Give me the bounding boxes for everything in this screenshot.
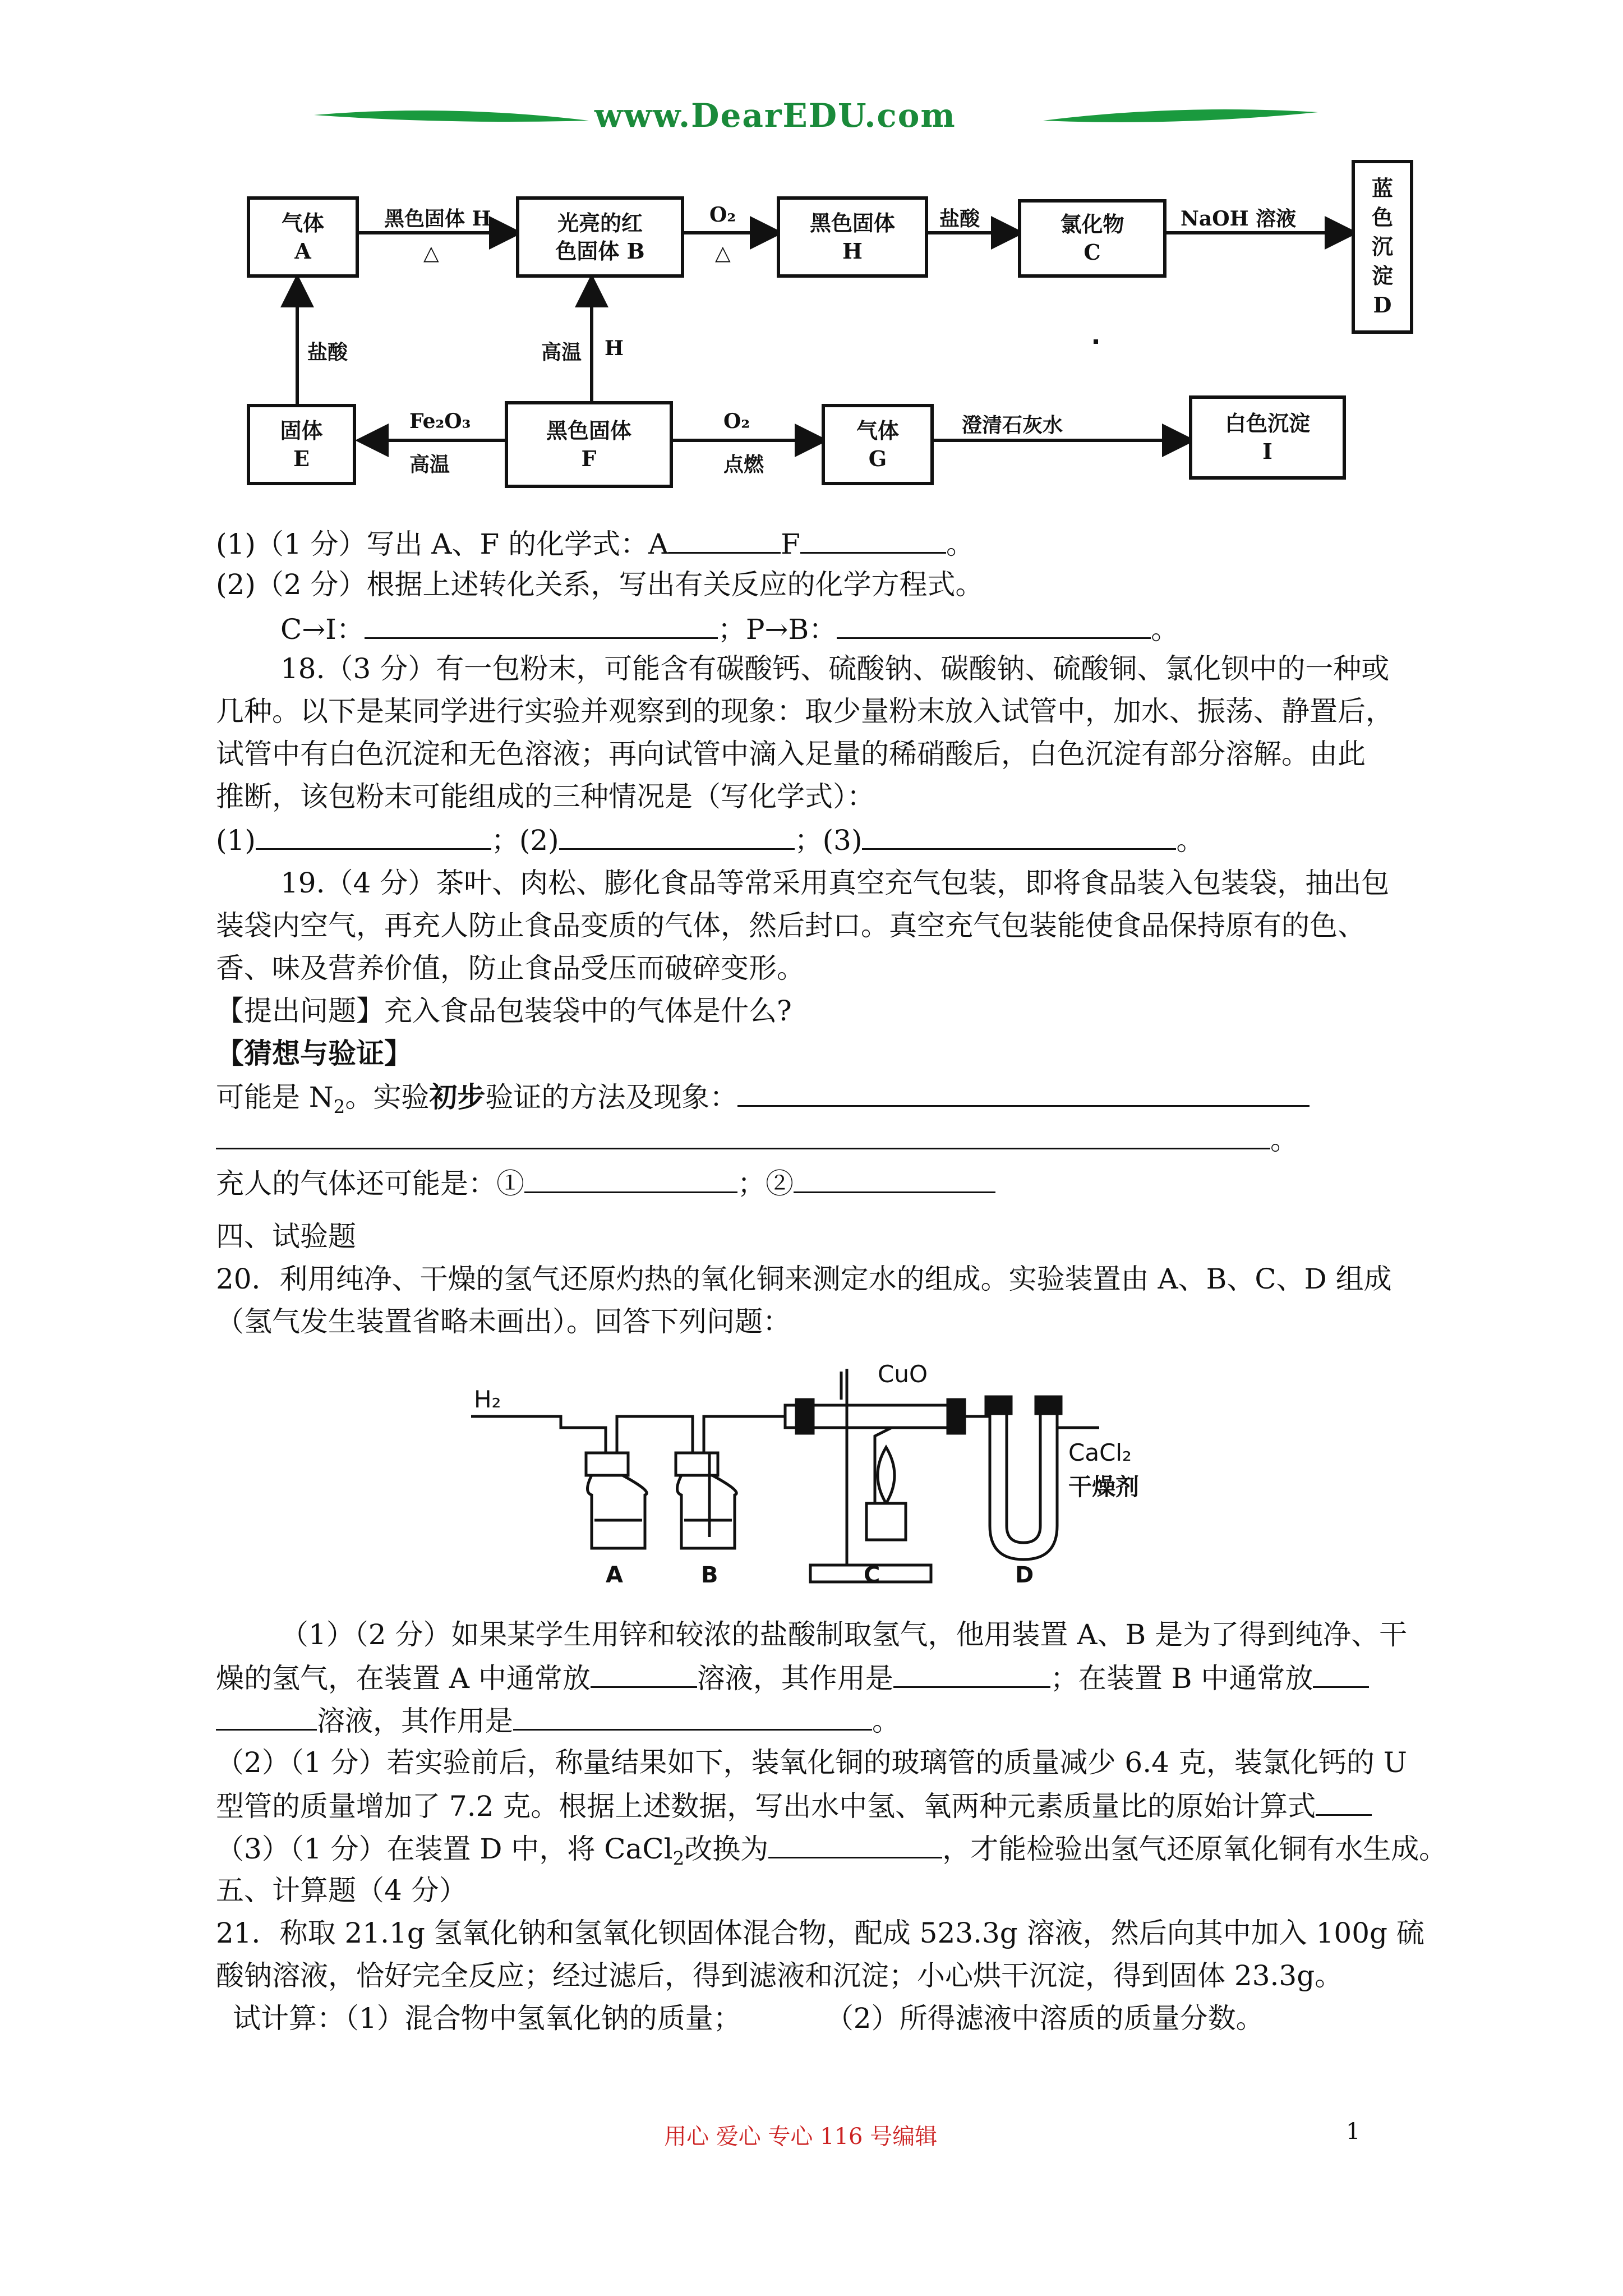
q20-s3: （3）（1 分）在装置 D 中，将 CaCl$_2$改换为 ，才能检验出氢气还原氧化铜有水生成。: [216, 1829, 1623, 1878]
fig-label-cuo: CuO: [878, 1360, 928, 1388]
arrow-label: 高温: [541, 341, 582, 364]
box-black-solid-f: 黑色固体 F: [505, 401, 673, 488]
fig-label-cacl2: CaCl₂: [1068, 1439, 1132, 1466]
q18-line: 几种。以下是某同学进行实验并观察到的现象：取少量粉末放入试管中，加水、振荡、静置后，: [216, 695, 1394, 728]
q19-line: 装袋内空气，再充人防止食品变质的气体，然后封口。真空充气包装能使食品保持原有的色、: [216, 909, 1366, 942]
box-precipitate-d: 蓝 色 沉 淀 D: [1352, 160, 1413, 334]
box-white-precipitate-i: 白色沉淀 I: [1189, 395, 1346, 480]
q17-part1: (1)（1 分）写出 A、F 的化学式：A F 。: [216, 524, 1623, 563]
arrow-label: 黑色固体 H: [384, 207, 491, 231]
box-chloride-c: 氯化物 C: [1018, 199, 1166, 278]
q19-line: 19.（4 分）茶叶、肉松、膨化食品等常采用真空充气包装，即将食品装入包装袋，抽出包: [280, 867, 1390, 899]
arrow-label: NaOH 溶液: [1181, 207, 1297, 231]
q18-answers: (1) ；(2) ；(3) 。: [216, 820, 1623, 859]
box-gas-a: 气体 A: [247, 196, 359, 278]
box-black-solid-h: 黑色固体 H: [777, 196, 928, 278]
q19-line: 香、味及营养价值，防止食品受压而破碎变形。: [216, 952, 805, 984]
q19-verify: 可能是 $N_2$。实验初步验证的方法及现象：: [216, 1077, 1623, 1126]
q19-question: 【提出问题】充入食品包装袋中的气体是什么?: [216, 995, 792, 1027]
q21-tasks: 试计算：（1）混合物中氢氧化钠的质量； （2）所得滤液中溶质的质量分数。: [233, 2002, 1264, 2035]
section-heading: 四、试验题: [216, 1220, 356, 1253]
page-number: 1: [1346, 2119, 1361, 2145]
q20-line: 20．利用纯净、干燥的氢气还原灼热的氧化铜来测定水的组成。实验装置由 A、B、C、D 组成: [216, 1263, 1392, 1295]
q18-line: 推断，该包粉末可能组成的三种情况是（写化学式）：: [216, 780, 875, 813]
footer-text: 用心 爱心 专心 116 号编辑: [664, 2124, 938, 2150]
q20-s1-cont: 溶液，其作用是 。: [216, 1701, 1623, 1740]
q20-s1-cont: 燥的氢气，在装置 A 中通常放 溶液，其作用是 ；在装置 B 中通常放: [216, 1658, 1623, 1697]
arrow-label: O₂: [723, 409, 750, 433]
arrow-label: 高温: [409, 453, 450, 476]
arrow-label: O₂: [709, 203, 736, 227]
q19-heading: 【猜想与验证】: [216, 1037, 412, 1070]
q18-line: 18.（3 分）有一包粉末，可能含有碳酸钙、硫酸钠、碳酸钠、硫酸铜、氯化钡中的一种或: [280, 652, 1390, 685]
q19-verify-cont: 。: [216, 1120, 1623, 1159]
fig-label-c: C: [864, 1562, 880, 1588]
arrow-label: 澄清石灰水: [962, 413, 1063, 437]
arrow-label: 盐酸: [939, 207, 980, 231]
arrow-label: 点燃: [723, 453, 764, 476]
fig-label-b: B: [701, 1562, 718, 1588]
fig-label-d: D: [1015, 1562, 1034, 1588]
q20-s1: （1）（2 分）如果某学生用锌和较浓的盐酸制取氢气，他用装置 A、B 是为了得到纯净、干: [280, 1618, 1408, 1651]
arrow-label: Fe₂O₃: [409, 409, 471, 433]
q18-line: 试管中有白色沉淀和无色溶液；再向试管中滴入足量的稀硝酸后，白色沉淀有部分溶解。由此: [216, 738, 1366, 770]
arrow-label: 盐酸: [307, 341, 348, 364]
fig-label-desiccant: 干燥剂: [1068, 1473, 1140, 1501]
q20-s2: （2）（1 分）若实验前后，称量结果如下，装氧化铜的玻璃管的质量减少 6.4 克，装氯化钙的 U: [216, 1746, 1407, 1779]
fig-label-a: A: [606, 1562, 623, 1588]
section-heading: 五、计算题（4 分）: [216, 1874, 467, 1907]
q17-part2: (2)（2 分）根据上述转化关系，写出有关反应的化学方程式。: [216, 568, 984, 601]
site-title: www.DearEDU.com: [594, 96, 956, 135]
box-solid-e: 固体 E: [247, 404, 356, 485]
q20-line: （氢气发生装置省略未画出）。回答下列问题：: [216, 1305, 791, 1338]
box-red-solid-b: 光亮的红 色固体 B: [516, 196, 684, 278]
q20-s2-cont: 型管的质量增加了 7.2 克。根据上述数据，写出水中氢、氧两种元素质量比的原始计算式: [216, 1786, 1623, 1825]
arrow-label: △: [423, 241, 439, 265]
arrow-label: △: [715, 241, 731, 265]
q19-other-gas: 充人的气体还可能是：① ；②: [216, 1163, 1623, 1203]
arrow-label: H: [605, 337, 624, 360]
q17-equations: C→I： ；P→B： 。: [280, 609, 1623, 648]
q21-line: 酸钠溶液，恰好完全反应；经过滤后，得到滤液和沉淀；小心烘干沉淀，得到固体 23.3g。: [216, 1959, 1343, 1992]
q21-line: 21．称取 21.1g 氢氧化钠和氢氧化钡固体混合物，配成 523.3g 溶液，然后向其中加入 100g 硫: [216, 1917, 1424, 1949]
box-gas-g: 气体 G: [822, 404, 934, 485]
fig-label-h2: H₂: [474, 1386, 501, 1413]
